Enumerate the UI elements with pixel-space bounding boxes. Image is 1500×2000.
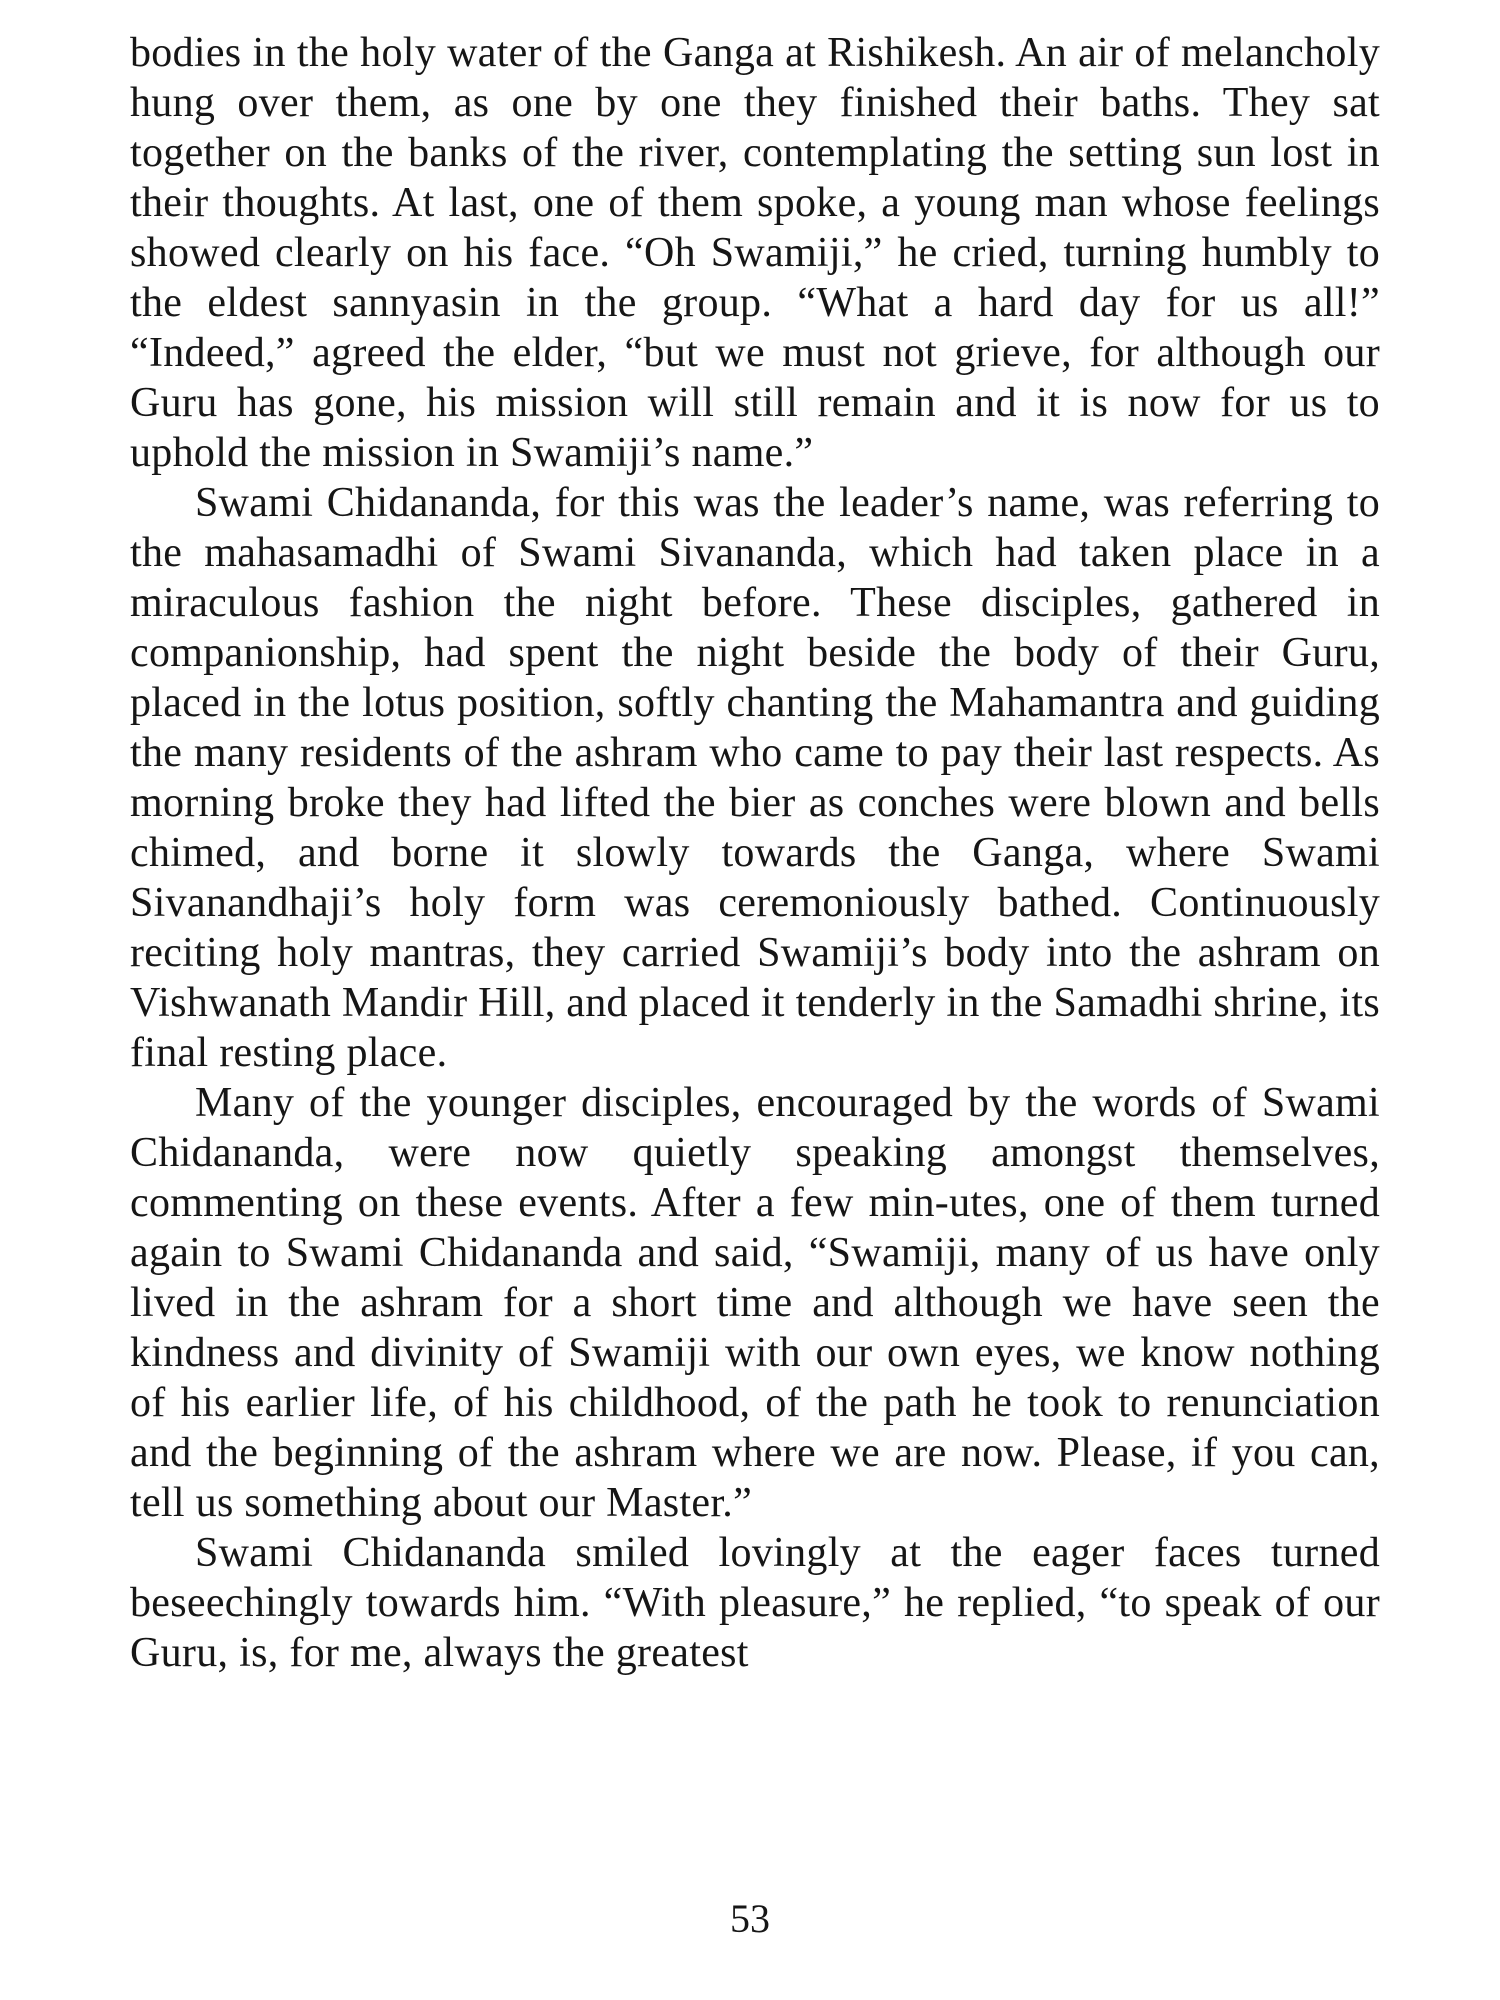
page-body: [130, 28, 1380, 1678]
page-number: 53: [730, 1896, 770, 1941]
paragraph-4: Swami Chidananda smiled lovingly at the eager faces turned beseechingly towards him. “With pleasure,” he replied, “to speak of our Guru, is, for me, always the greatest: [130, 1530, 1380, 1676]
paragraph-2: Swami Chidananda, for this was the leader’s name, was referring to the mahasamadhi of Swami Sivananda, which had taken place in a miraculous fashion the night before. These disciples, gathered in companionship, had spent the night beside the body of their Guru, placed in the lotus position, softly chanting the Mahamantra and guiding the many residents of the ashram who came to pay their last respects. As morning broke they had lifted the bier as conches were blown and bells chimed, and borne it slowly towards the Ganga, where Swami Sivanandhaji’s holy form was ceremoniously bathed. Continuously reciting holy mantras, they carried Swamiji’s body into the ashram on Vishwanath Mandir Hill, and placed it tenderly in the Samadhi shrine, its final resting place.: [130, 480, 1380, 1076]
paragraph-3: Many of the younger disciples, encouraged by the words of Swami Chidananda, were now quietly speaking amongst themselves, commenting on these events. After a few min-utes, one of them turned again to Swami Chidananda and said, “Swamiji, many of us have only lived in the ashram for a short time and although we have seen the kindness and divinity of Swamiji with our own eyes, we know nothing of his earlier life, of his childhood, of the path he took to renunciation and the beginning of the ashram where we are now. Please, if you can, tell us something about our Master.”: [130, 1080, 1380, 1526]
paragraph-1: bodies in the holy water of the Ganga at Rishikesh. An air of melancholy hung over them, as one by one they finished their baths. They sat together on the banks of the river, contemplating the setting sun lost in their thoughts. At last, one of them spoke, a young man whose feelings showed clearly on his face. “Oh Swamiji,” he cried, turning humbly to the eldest sannyasin in the group. “What a hard day for us all!” “Indeed,” agreed the elder, “but we must not grieve, for although our Guru has gone, his mission will still remain and it is now for us to uphold the mission in Swamiji’s name.”: [130, 30, 1380, 476]
